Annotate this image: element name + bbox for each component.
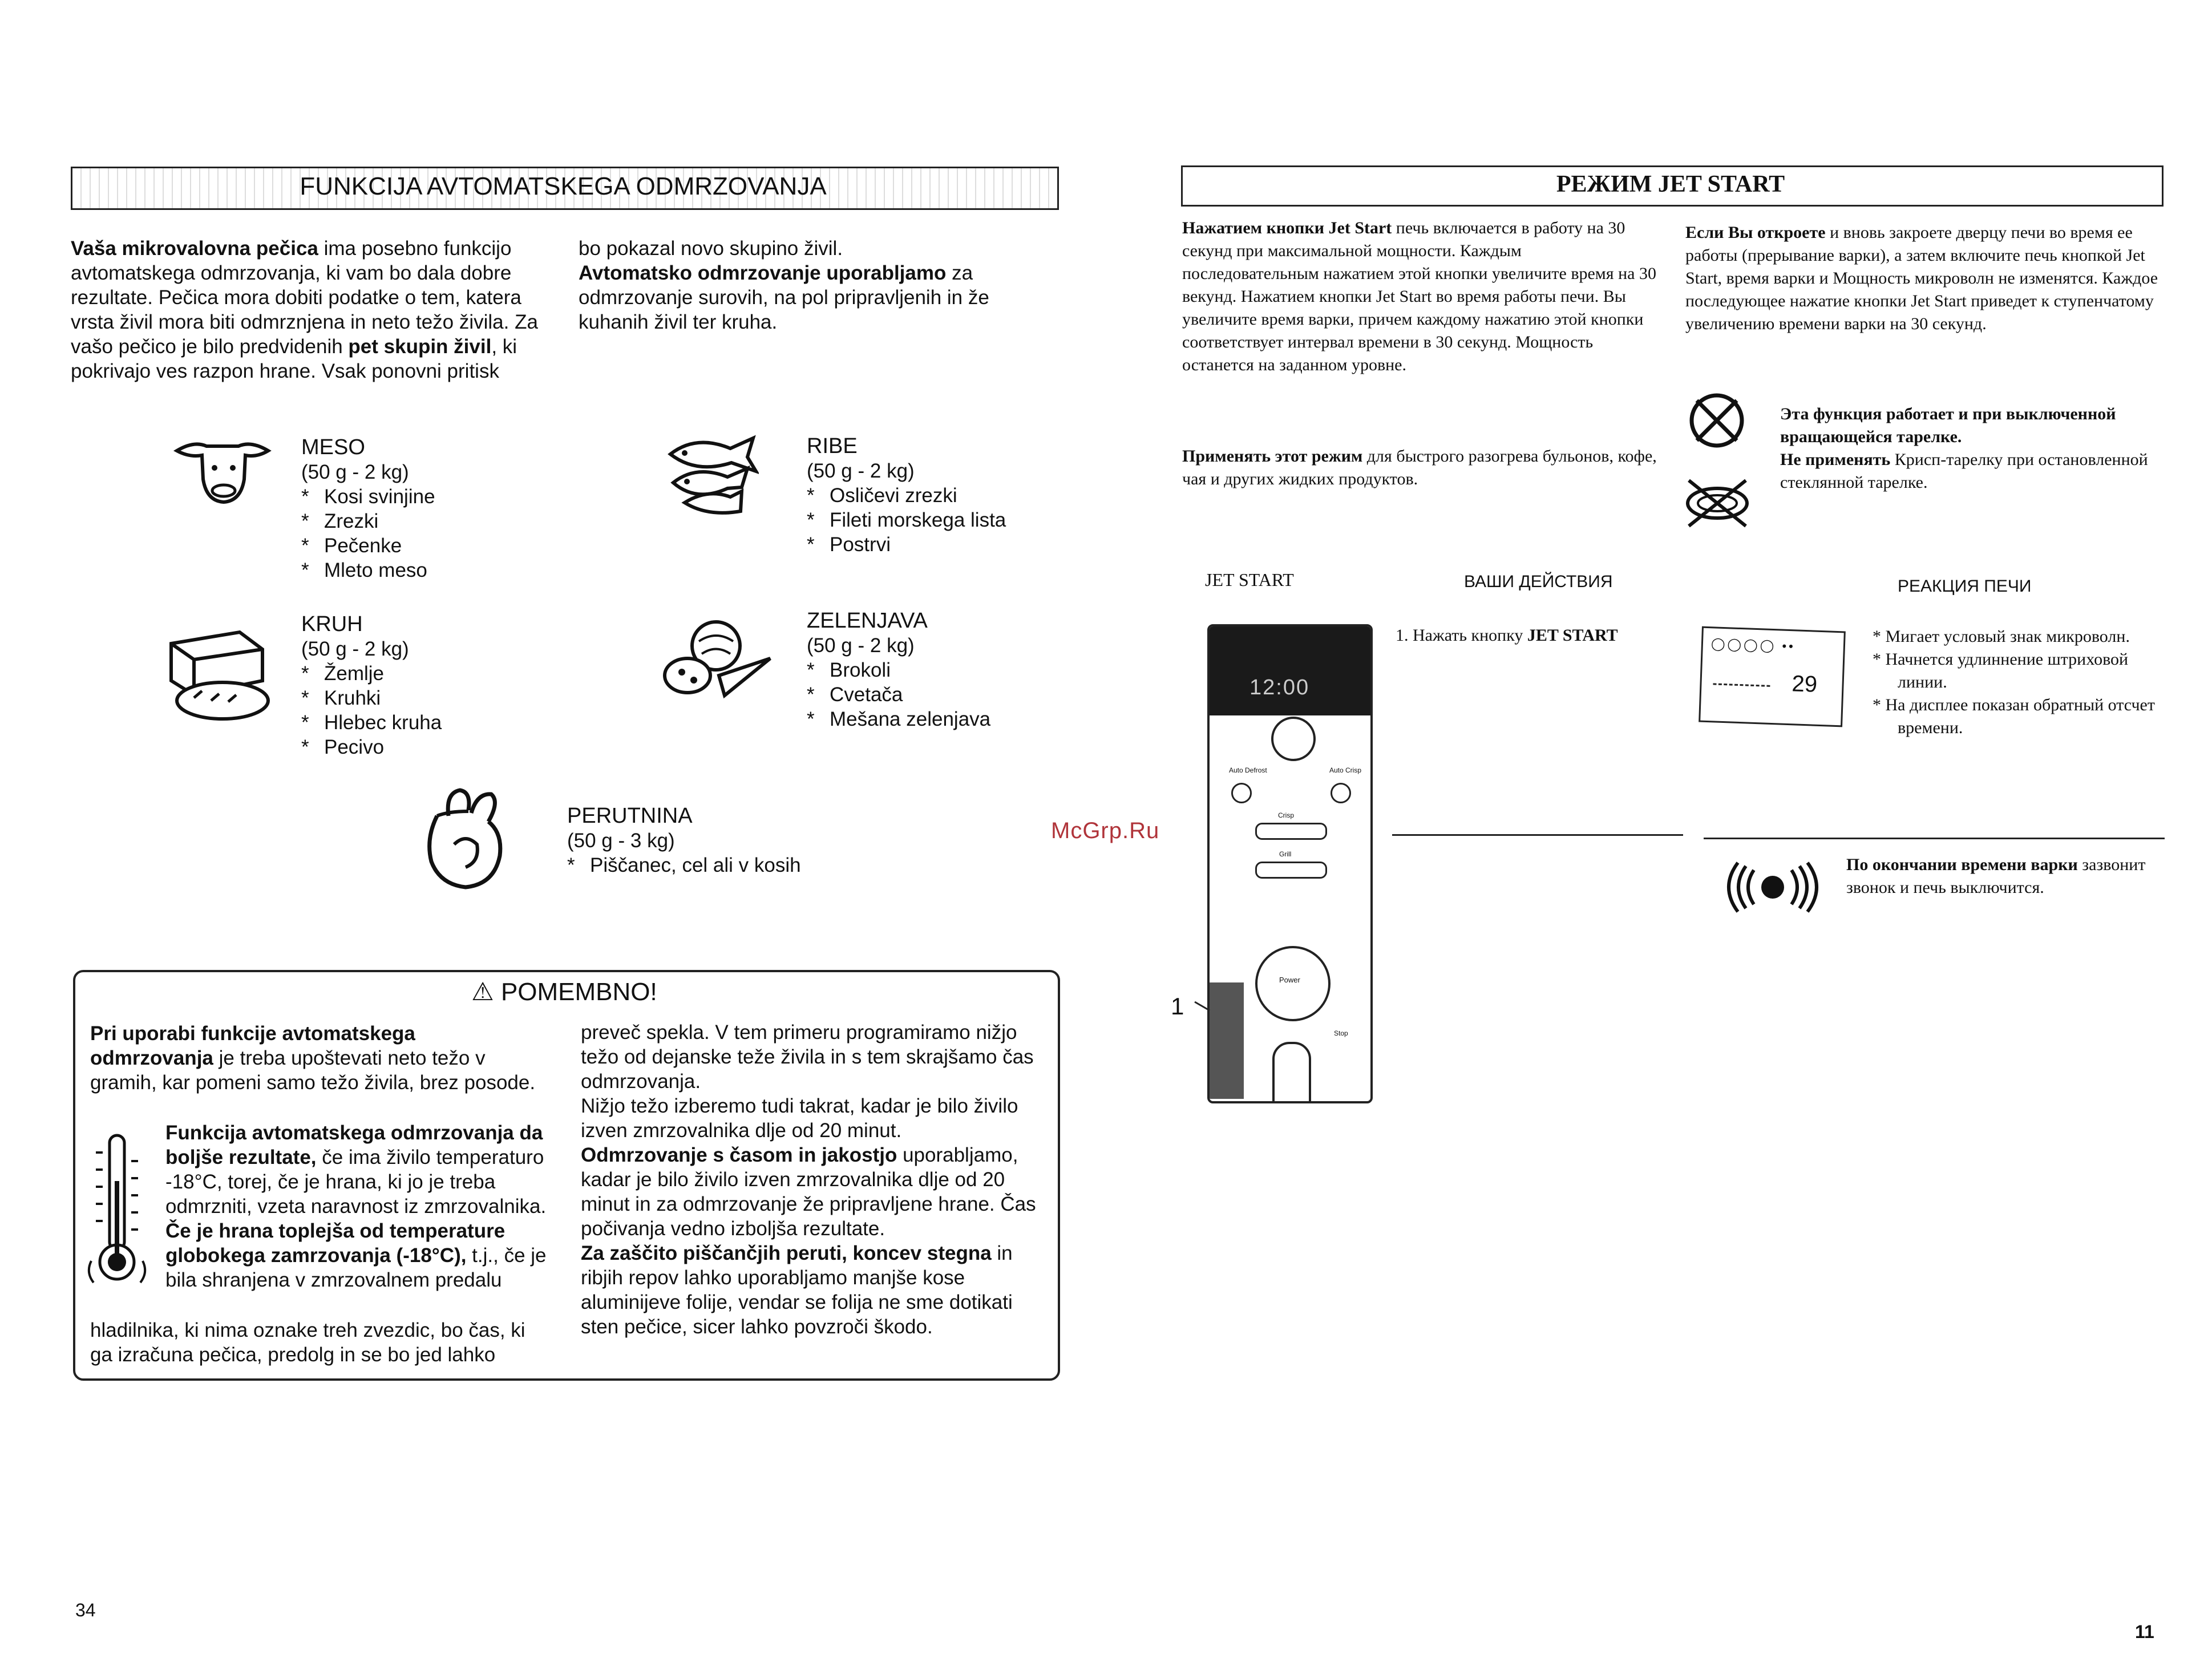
warning-paragraph-2 bbox=[165, 1121, 553, 1292]
warning-p2-text: če ima živilo temperaturo -18°C, torej, če je hrana, ki jo je treba odmrzniti, vzeta naravnost iz zmrzovalnika. bbox=[165, 1146, 547, 1218]
chicken-icon bbox=[414, 782, 517, 896]
food-item: * Pecivo bbox=[301, 735, 442, 759]
intro-bold-2: pet skupin živil bbox=[348, 335, 492, 358]
panel-display-time: 12:00 bbox=[1249, 676, 1310, 699]
fish-icon bbox=[662, 431, 759, 517]
ru-p2-bold: Применять этот режим bbox=[1182, 447, 1363, 466]
warning-p2-bold: Funkcija avtomatskega odmrzovanja da boljše rezultate, bbox=[165, 1122, 543, 1168]
warning-p1-bold: Pri uporabi funkcije avtomatskega odmrzovanja bbox=[90, 1022, 415, 1069]
ru-p2-text: для быстрого разогрева бульонов, кофе, чая и других жидких продуктов. bbox=[1182, 447, 1657, 488]
food-item: * Piščanec, cel ali v kosih bbox=[567, 853, 801, 877]
food-title: ZELENJAVA bbox=[807, 609, 928, 633]
intro-paragraph bbox=[71, 236, 550, 383]
food-weight: (50 g - 2 kg) bbox=[301, 461, 409, 483]
intro-text-1: ima posebno funkcijo avtomatskega odmrzovanja, ki vam bo dala dobre rezultate. Pečica mora dobiti podatke o tem, katera vrsta živil mora biti odmrznjena in neto težo živila. Za vašo pečico je bilo predvidenih bbox=[71, 237, 538, 358]
bell-icon bbox=[1718, 862, 1827, 913]
warning-c2-p3-text: uporabljamo, kadar je bilo živilo izven zmrzovalnika dlje od 20 minut in za odmrzovanje že pripravljene hrane. Čas počivanja vedno izboljša rezultate. bbox=[581, 1144, 1036, 1240]
col-header-response: РЕАКЦИЯ ПЕЧИ bbox=[1898, 577, 2032, 596]
intro2-text-2: za odmrzovanje surovih, na pol pripravljenih in že kuhanih živil ter kruha. bbox=[579, 262, 989, 333]
col-header-jet-start: JET START bbox=[1205, 569, 1294, 590]
warning-paragraph-1 bbox=[90, 1021, 541, 1095]
intro2-text-1: bo pokazal novo skupino živil. bbox=[579, 237, 843, 260]
food-item: * Cvetača bbox=[807, 682, 990, 707]
response-list bbox=[1873, 625, 2158, 739]
vegetables-icon bbox=[656, 613, 776, 704]
warning-c2-p1: preveč spekla. V tem primeru programiramo nižjo težo od dejanske teže živila in s tem skrajšamo čas odmrzovanja. bbox=[581, 1021, 1034, 1093]
food-group-meso bbox=[301, 435, 435, 583]
warning-title-text: POMEMBNO! bbox=[500, 978, 657, 1006]
crisp-button[interactable] bbox=[1255, 823, 1327, 840]
food-item: * Pečenke bbox=[301, 533, 435, 558]
auto-crisp-button[interactable] bbox=[1331, 783, 1351, 803]
food-title: MESO bbox=[301, 435, 365, 459]
col-header-actions: ВАШИ ДЕЙСТВИЯ bbox=[1464, 572, 1613, 591]
end-of-cooking-note bbox=[1846, 854, 2166, 899]
end-note-text: зазвонит звонок и печь выключится. bbox=[1846, 855, 2146, 897]
ru-paragraph-3 bbox=[1685, 221, 2165, 335]
warning-triangle-icon: ⚠ bbox=[471, 978, 494, 1006]
start-button[interactable] bbox=[1272, 1042, 1311, 1103]
food-group-zelenjava bbox=[807, 608, 990, 731]
door-open-button[interactable] bbox=[1271, 717, 1316, 761]
auto-defrost-button[interactable] bbox=[1231, 783, 1252, 803]
jet-start-area bbox=[1210, 982, 1244, 1099]
watermark[interactable]: McGrp.Ru bbox=[1051, 818, 1160, 843]
power-label: Power bbox=[1279, 976, 1300, 984]
ru-p1-bold: Нажатием кнопки Jet Start bbox=[1182, 219, 1392, 237]
food-item: * Žemlje bbox=[301, 661, 442, 686]
thermometer-icon bbox=[86, 1130, 148, 1301]
bread-icon bbox=[160, 626, 274, 723]
ru-p3-text: и вновь закроете дверцу печи во время ее работы (прерывание варки), а затем включите печь кнопкой Jet Start, время варки и Мощность микроволн не изменятся. Каждое последующее нажатие кнопки Jet Start приведет к ступенчатому увеличению времени варки на 30 секунд. bbox=[1685, 223, 2158, 333]
warning-c2-p3-bold: Odmrzovanje s časom in jakostjo bbox=[581, 1144, 897, 1166]
ru-p1-text: печь включается в работу на 30 секунд при максимальной мощности. Каждым последовательным нажатием этой кнопки увеличите время на 30 векунд. Нажатием кнопки Jet Start во время работы печи. Вы увеличите время варки, причем каждому нажатию этой кнопки соответствует интервал времени в 30 секунд. Мощность останется на заданном уровне. bbox=[1182, 219, 1656, 374]
ru-turntable-note bbox=[1780, 403, 2168, 494]
ru-paragraph-2 bbox=[1182, 445, 1661, 491]
food-group-perutnina bbox=[567, 803, 801, 877]
progress-dashes bbox=[1713, 683, 1770, 688]
end-note-bold: По окончании времени варки bbox=[1846, 855, 2078, 874]
food-weight: (50 g - 2 kg) bbox=[807, 460, 915, 482]
stop-label: Stop bbox=[1334, 1029, 1348, 1037]
panel-display bbox=[1210, 626, 1370, 715]
section-title: FUNKCIJA AVTOMATSKEGA ODMRZOVANJA bbox=[300, 172, 827, 200]
action-step-text: 1. Нажать кнопку bbox=[1396, 626, 1527, 645]
intro-text-2: , ki pokrivajo ves razpon hrane. Vsak ponovni pritisk bbox=[71, 335, 517, 382]
cow-icon bbox=[171, 434, 274, 508]
response-item: * На дисплее показан обратный отсчет времени. bbox=[1873, 695, 2155, 737]
food-weight: (50 g - 2 kg) bbox=[301, 638, 409, 660]
warning-p1-text: je treba upoštevati neto težo v gramih, kar pomeni samo težo živila, brez posode. bbox=[90, 1047, 536, 1094]
food-item: * Fileti morskega lista bbox=[807, 508, 1006, 532]
page-number-right: 11 bbox=[2135, 1621, 2154, 1642]
divider-actions bbox=[1392, 834, 1683, 836]
grill-label: Grill bbox=[1279, 850, 1292, 858]
food-group-kruh bbox=[301, 612, 442, 759]
crisp-label: Crisp bbox=[1278, 811, 1295, 819]
warning-title bbox=[73, 977, 1056, 1008]
warning-p3-bold: Če je hrana toplejša od temperature globokega zamrzovanja (-18°C), bbox=[165, 1220, 506, 1267]
display-countdown: 29 bbox=[1791, 671, 1818, 697]
intro-bold-1: Vaša mikrovalovna pečica bbox=[71, 237, 318, 260]
warning-c2-p4-text: in ribjih repov lahko uporabljamo manjše kose aluminijeve folije, vendar se folija ne sme dotikati sten pečice, sicer lahko povzroči škodo. bbox=[581, 1242, 1013, 1338]
food-item: * Postrvi bbox=[807, 532, 1006, 557]
warning-paragraph-3-end: hladilnika, ki nima oznake treh zvezdic, bo čas, ki ga izračuna pečica, predolg in se bo jed lahko bbox=[90, 1319, 525, 1366]
ru-note-bold-2: Не применять bbox=[1780, 450, 1891, 469]
intro2-bold: Avtomatsko odmrzovanje uporabljamo bbox=[579, 262, 947, 284]
grill-button[interactable] bbox=[1255, 862, 1327, 879]
callout-number: 1 bbox=[1171, 993, 1184, 1020]
food-item: * Mešana zelenjava bbox=[807, 707, 990, 731]
food-item: * Osličevi zrezki bbox=[807, 483, 1006, 508]
food-title: PERUTNINA bbox=[567, 804, 693, 828]
turntable-off-icon bbox=[1685, 389, 1748, 452]
food-item: * Kruhki bbox=[301, 686, 442, 710]
crisp-plate-off-icon bbox=[1683, 475, 1752, 532]
intro-paragraph-2 bbox=[579, 236, 1035, 334]
action-step-bold: JET START bbox=[1527, 626, 1618, 645]
ru-p3-bold: Если Вы откроете bbox=[1685, 223, 1826, 242]
food-item: * Hlebec kruha bbox=[301, 710, 442, 735]
action-step bbox=[1396, 624, 1692, 647]
food-item: * Brokoli bbox=[807, 658, 990, 682]
auto-crisp-label: Auto Crisp bbox=[1329, 766, 1362, 774]
ru-note-bold-1: Эта функция работает и при выключенной вращающейся тарелке. bbox=[1780, 405, 2116, 446]
food-weight: (50 g - 2 kg) bbox=[807, 634, 915, 657]
display-indicators: ◯◯◯◯ •• bbox=[1710, 636, 1796, 654]
food-group-ribe bbox=[807, 434, 1006, 557]
divider-response bbox=[1704, 838, 2165, 839]
ru-paragraph-1 bbox=[1182, 217, 1661, 377]
food-weight: (50 g - 3 kg) bbox=[567, 830, 675, 852]
control-panel bbox=[1207, 624, 1373, 1103]
warning-c2-p2: Nižjo težo izberemo tudi takrat, kadar je bilo živilo izven zmrzovalnika dlje od 20 minut. bbox=[581, 1095, 1018, 1142]
power-dial[interactable] bbox=[1255, 946, 1331, 1021]
page-number-left: 34 bbox=[75, 1600, 96, 1620]
response-item: * Начнется удлиннение штриховой линии. bbox=[1873, 650, 2129, 692]
response-item: * Мигает условый знак микроволн. bbox=[1873, 627, 2130, 646]
food-item: * Mleto meso bbox=[301, 558, 435, 583]
food-title: RIBE bbox=[807, 434, 858, 458]
food-item: * Kosi svinjine bbox=[301, 484, 435, 509]
section-title-ru: РЕЖИМ JET START bbox=[1556, 171, 1785, 197]
food-title: KRUH bbox=[301, 612, 363, 636]
auto-defrost-label: Auto Defrost bbox=[1229, 766, 1267, 774]
warning-p3-text: t.j., če je bila shranjena v zmrzovalnem predalu bbox=[165, 1244, 547, 1291]
warning-c2-p4-bold: Za zaščito piščančjih peruti, koncev stegna bbox=[581, 1242, 992, 1264]
display-illustration bbox=[1699, 626, 1846, 727]
warning-column-2 bbox=[581, 1020, 1054, 1339]
food-item: * Zrezki bbox=[301, 509, 435, 533]
ru-note-text-2: Крисп-тарелку при остановленной стеклянной тарелке. bbox=[1780, 450, 2148, 492]
